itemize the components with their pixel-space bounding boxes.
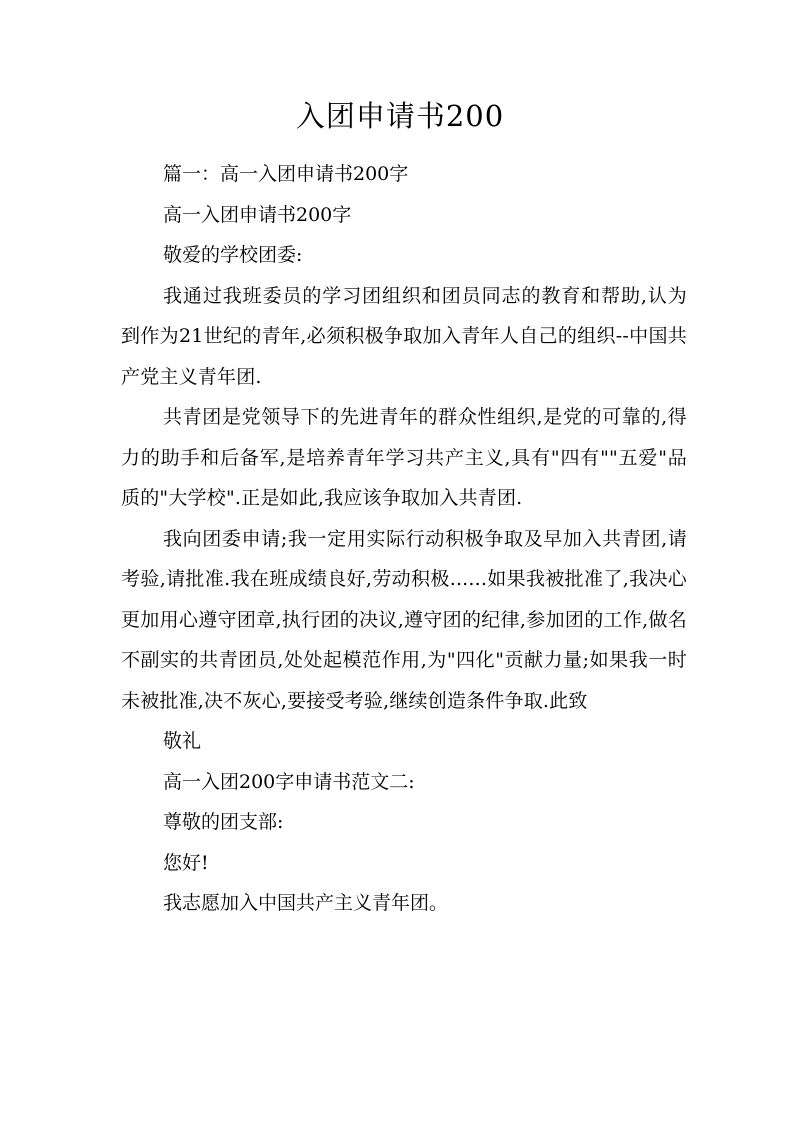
body-paragraph: 共青团是党领导下的先进青年的群众性组织,是党的可靠的,得力的助手和后备军,是培养青年学习共产主义,具有"四有""五爱"品质的"大学校".正是如此,我应该争取加入共青团. — [121, 406, 687, 509]
greeting: 您好! — [163, 851, 209, 874]
salutation: 敬爱的学校团委: — [163, 244, 303, 266]
section-heading: 高一入团200字申请书范文二: — [163, 770, 415, 793]
section-heading: 篇一：高一入团申请书200字 — [163, 163, 409, 185]
document-title: 入团申请书200 — [295, 99, 505, 133]
closing: 敬礼 — [163, 730, 202, 752]
salutation: 尊敬的团支部: — [163, 811, 284, 833]
document-body — [121, 154, 687, 924]
body-paragraph: 我通过我班委员的学习团组织和团员同志的教育和帮助,认为到作为21世纪的青年,必须积极争取加入青年人自己的组织--中国共产党主义青年团. — [121, 284, 687, 388]
body-paragraph: 我志愿加入中国共产主义青年团。 — [163, 892, 449, 914]
body-paragraph: 我向团委申请;我一定用实际行动积极争取及早加入共青团,请考验,请批准.我在班成绩良好,劳动积极......如果我被批准了,我决心更加用心遵守团章,执行团的决议,遵守团的纪律,参加团的工作,做名不副实的共青团员,处处起模范作用,为"四化"贡献力量;如果我一时未被批准,决不灰心,要接受考验,继续创造条件争取.此致 — [121, 527, 687, 712]
subheading: 高一入团申请书200字 — [163, 203, 352, 226]
